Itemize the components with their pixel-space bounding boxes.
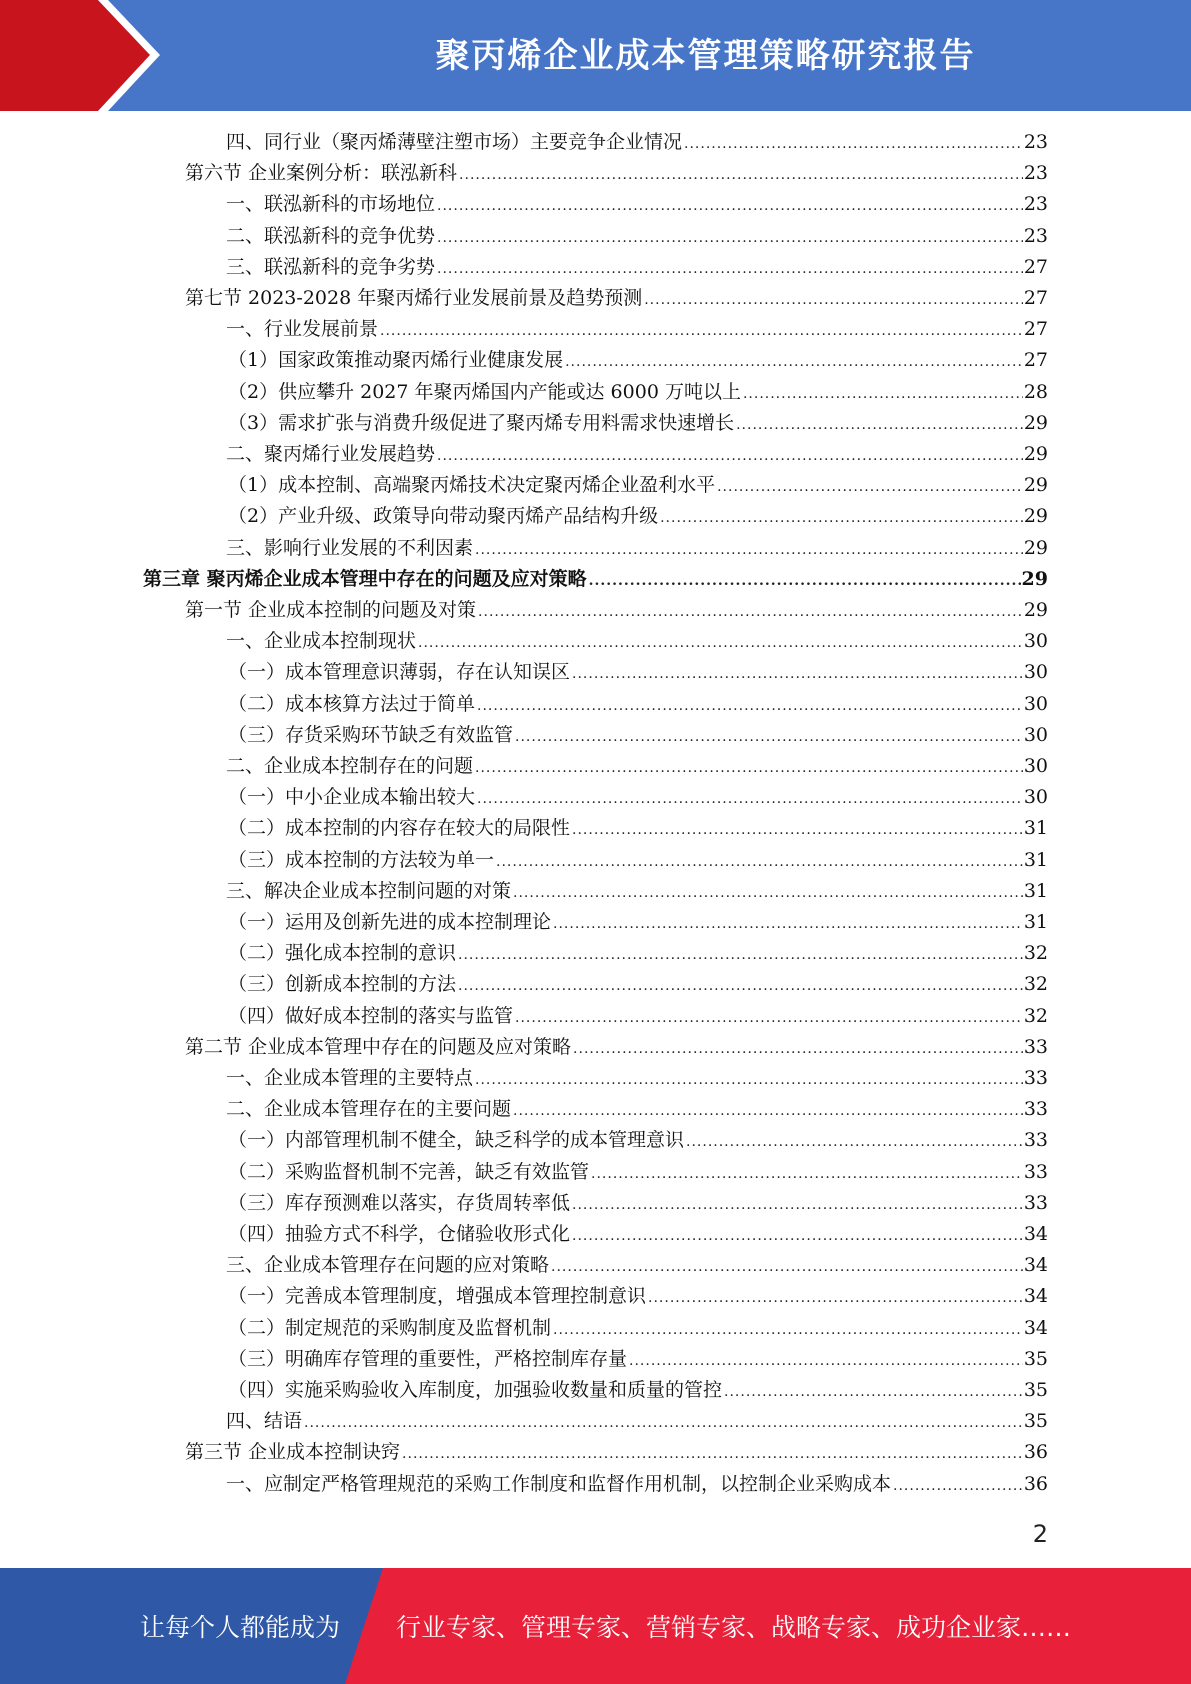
toc-entry[interactable] — [228, 345, 1048, 376]
toc-entry-label: （二）采购监督机制不完善，缺乏有效监管 — [228, 1160, 590, 1183]
toc-entry-label: （1）国家政策推动聚丙烯行业健康发展 — [228, 349, 564, 372]
toc-entry-label: 第七节 2023-2028 年聚丙烯行业发展前景及趋势预测 — [185, 287, 643, 309]
toc-dot-leader — [496, 847, 1023, 878]
toc-entry-page: 36 — [1023, 1441, 1048, 1464]
toc-dot-leader — [660, 503, 1023, 534]
toc-dot-leader — [402, 1439, 1023, 1470]
toc-entry[interactable] — [226, 1094, 1048, 1125]
toc-entry[interactable] — [226, 1250, 1048, 1281]
toc-entry[interactable] — [226, 252, 1048, 283]
toc-entry-label: 一、企业成本管理的主要特点 — [226, 1067, 474, 1089]
toc-entry-label: 第二节 企业成本管理中存在的问题及应对策略 — [185, 1035, 572, 1058]
toc-entry-page: 27 — [1023, 287, 1048, 309]
toc-entry[interactable] — [226, 439, 1048, 470]
page-header — [0, 0, 1191, 111]
toc-entry[interactable] — [228, 1125, 1048, 1156]
toc-entry-page: 34 — [1023, 1285, 1048, 1308]
toc-entry-page: 23 — [1023, 193, 1048, 216]
toc-entry-label: （一）成本管理意识薄弱，存在认知误区 — [228, 661, 571, 684]
toc-dot-leader — [478, 597, 1023, 628]
toc-dot-leader — [513, 1096, 1023, 1127]
toc-dot-leader — [475, 1065, 1023, 1096]
toc-entry-page: 35 — [1023, 1379, 1048, 1401]
toc-entry[interactable] — [226, 1469, 1048, 1500]
toc-entry[interactable] — [228, 938, 1048, 969]
toc-entry[interactable] — [228, 1281, 1048, 1312]
toc-entry-page: 31 — [1023, 879, 1048, 902]
toc-entry-label: （二）强化成本控制的意识 — [228, 942, 457, 965]
toc-entry-label: 第一节 企业成本控制的问题及对策 — [185, 599, 477, 621]
toc-dot-leader — [515, 1003, 1023, 1034]
toc-entry-page: 31 — [1023, 848, 1048, 871]
toc-entry[interactable] — [226, 221, 1048, 252]
toc-entry-label: 三、企业成本管理存在问题的应对策略 — [226, 1254, 550, 1277]
toc-entry-page: 30 — [1023, 723, 1048, 746]
toc-entry-label: （2）产业升级、政策导向带动聚丙烯产品结构升级 — [228, 505, 659, 528]
toc-entry-page: 30 — [1023, 661, 1048, 684]
toc-dot-leader — [553, 1315, 1023, 1346]
toc-entry-label: （1）成本控制、高端聚丙烯技术决定聚丙烯企业盈利水平 — [228, 474, 716, 497]
toc-entry-page: 33 — [1023, 1129, 1048, 1152]
toc-entry[interactable] — [228, 689, 1048, 720]
toc-entry-page: 35 — [1023, 1347, 1048, 1370]
toc-entry[interactable] — [228, 470, 1048, 501]
toc-dot-leader — [684, 129, 1023, 160]
toc-entry-page: 23 — [1023, 224, 1048, 247]
toc-entry-label: 第三章 聚丙烯企业成本管理中存在的问题及应对策略 — [143, 567, 587, 590]
toc-dot-leader — [477, 691, 1023, 722]
toc-entry[interactable] — [226, 1406, 1048, 1437]
toc-entry-page: 32 — [1023, 1004, 1048, 1027]
toc-dot-leader — [477, 784, 1023, 815]
toc-entry-label: 三、联泓新科的竞争劣势 — [226, 255, 436, 278]
toc-dot-leader — [573, 1034, 1023, 1065]
toc-entry[interactable] — [185, 158, 1048, 189]
page-number: 2 — [1032, 1520, 1048, 1548]
toc-entry[interactable] — [228, 720, 1048, 751]
toc-entry[interactable] — [228, 1375, 1048, 1406]
toc-entry[interactable] — [185, 595, 1048, 626]
toc-entry[interactable] — [226, 314, 1048, 345]
toc-entry-label: 二、企业成本管理存在的主要问题 — [226, 1098, 512, 1121]
toc-entry-label: （一）中小企业成本输出较大 — [228, 786, 476, 809]
toc-entry[interactable] — [228, 845, 1048, 876]
toc-entry-label: （三）明确库存管理的重要性，严格控制库存量 — [228, 1347, 628, 1370]
toc-dot-leader — [629, 1346, 1023, 1377]
toc-entry[interactable] — [185, 1032, 1048, 1063]
toc-dot-leader — [437, 441, 1023, 472]
toc-entry-page: 23 — [1023, 162, 1048, 185]
toc-entry-page: 30 — [1023, 755, 1048, 777]
toc-entry[interactable] — [228, 969, 1048, 1000]
toc-entry-page: 29 — [1023, 599, 1048, 621]
toc-dot-leader — [553, 909, 1023, 940]
toc-entry[interactable] — [226, 626, 1048, 657]
toc-dot-leader — [475, 535, 1023, 566]
toc-entry-page: 33 — [1023, 1160, 1048, 1183]
toc-entry-page: 32 — [1023, 942, 1048, 965]
toc-entry[interactable] — [185, 283, 1048, 314]
toc-entry-page: 30 — [1023, 630, 1048, 653]
toc-entry[interactable] — [228, 377, 1048, 408]
toc-entry-page: 29 — [1023, 536, 1048, 559]
footer-slogan-left: 让每个人都能成为 — [140, 1613, 341, 1642]
toc-entry-label: 一、行业发展前景 — [226, 318, 379, 341]
red-chevron-icon — [0, 0, 160, 111]
toc-entry[interactable] — [228, 1157, 1048, 1188]
toc-entry-label: 第三节 企业成本控制诀窍 — [185, 1441, 401, 1464]
toc-entry-label: （三）创新成本控制的方法 — [228, 973, 457, 996]
toc-entry-page: 33 — [1023, 1035, 1048, 1058]
toc-entry-page: 31 — [1023, 911, 1048, 933]
toc-entry-label: 第六节 企业案例分析：联泓新科 — [185, 162, 458, 185]
toc-entry[interactable] — [228, 907, 1048, 938]
toc-dot-leader — [572, 1190, 1023, 1221]
toc-dot-leader — [591, 1159, 1023, 1190]
toc-entry-label: （2）供应攀升 2027 年聚丙烯国内产能或达 6000 万吨以上 — [228, 380, 741, 403]
toc-dot-leader — [736, 410, 1023, 441]
toc-entry[interactable] — [228, 1001, 1048, 1032]
toc-entry-page: 34 — [1023, 1223, 1048, 1245]
toc-entry-page: 30 — [1023, 692, 1048, 715]
toc-entry-page: 34 — [1023, 1254, 1048, 1277]
toc-dot-leader — [437, 223, 1023, 254]
toc-dot-leader — [475, 753, 1023, 784]
toc-dot-leader — [458, 940, 1023, 971]
toc-entry-label: （四）抽验方式不科学，仓储验收形式化 — [228, 1223, 571, 1245]
toc-dot-leader — [459, 160, 1023, 191]
toc-entry[interactable] — [226, 876, 1048, 907]
toc-dot-leader — [437, 254, 1023, 285]
toc-entry[interactable] — [226, 751, 1048, 782]
toc-entry[interactable] — [228, 501, 1048, 532]
toc-dot-leader — [565, 347, 1023, 378]
toc-entry-label: 二、联泓新科的竞争优势 — [226, 224, 436, 247]
toc-entry-label: 二、企业成本控制存在的问题 — [226, 755, 474, 777]
toc-dot-leader — [572, 815, 1023, 846]
page-footer — [0, 1568, 1191, 1684]
toc-entry[interactable] — [228, 1219, 1048, 1250]
footer-slogan-right: 行业专家、管理专家、营销专家、战略专家、成功企业家…… — [396, 1613, 1072, 1642]
toc-entry[interactable] — [228, 782, 1048, 813]
toc-entry-label: 四、同行业（聚丙烯薄壁注塑市场）主要竞争企业情况 — [226, 131, 683, 153]
toc-dot-leader — [513, 878, 1023, 909]
toc-dot-leader — [418, 628, 1023, 659]
toc-entry-label: （四）做好成本控制的落实与监管 — [228, 1004, 514, 1027]
toc-entry-label: 三、解决企业成本控制问题的对策 — [226, 879, 512, 902]
toc-entry[interactable] — [228, 1344, 1048, 1375]
toc-dot-leader — [515, 722, 1023, 753]
toc-entry-label: （二）制定规范的采购制度及监督机制 — [228, 1316, 552, 1339]
toc-entry-label: （四）实施采购验收入库制度，加强验收数量和质量的管控 — [228, 1379, 723, 1401]
toc-dot-leader — [380, 316, 1023, 347]
toc-entry-label: （一）内部管理机制不健全，缺乏科学的成本管理意识 — [228, 1129, 685, 1152]
toc-dot-leader — [686, 1127, 1023, 1158]
toc-entry[interactable] — [228, 408, 1048, 439]
toc-entry-label: （二）成本核算方法过于简单 — [228, 692, 476, 715]
toc-dot-leader — [589, 566, 1021, 597]
toc-entry-page: 29 — [1021, 567, 1048, 590]
toc-entry-label: （二）成本控制的内容存在较大的局限性 — [228, 817, 571, 840]
toc-entry-label: 一、企业成本控制现状 — [226, 630, 417, 653]
toc-dot-leader — [724, 1377, 1023, 1408]
toc-entry-page: 33 — [1023, 1191, 1048, 1214]
toc-entry-label: 四、结语 — [226, 1410, 303, 1433]
toc-entry-label: （三）成本控制的方法较为单一 — [228, 848, 495, 871]
toc-dot-leader — [551, 1252, 1023, 1283]
toc-entry[interactable] — [228, 657, 1048, 688]
toc-dot-leader — [437, 191, 1023, 222]
toc-dot-leader — [572, 1221, 1023, 1252]
toc-entry[interactable] — [226, 127, 1048, 158]
toc-entry-label: （一）完善成本管理制度，增强成本管理控制意识 — [228, 1285, 647, 1308]
toc-entry-label: （3）需求扩张与消费升级促进了聚丙烯专用料需求快速增长 — [228, 411, 735, 434]
toc-entry-page: 34 — [1023, 1316, 1048, 1339]
toc-dot-leader — [717, 472, 1023, 503]
report-title: 聚丙烯企业成本管理策略研究报告 — [435, 36, 976, 76]
toc-entry-label: （三）存货采购环节缺乏有效监管 — [228, 723, 514, 746]
toc-entry[interactable] — [228, 1313, 1048, 1344]
toc-dot-leader — [458, 971, 1023, 1002]
toc-entry[interactable] — [228, 813, 1048, 844]
toc-entry[interactable] — [226, 533, 1048, 564]
toc-dot-leader — [743, 379, 1023, 410]
toc-entry-page: 33 — [1023, 1098, 1048, 1121]
toc-entry-page: 31 — [1023, 817, 1048, 840]
toc-entry-label: 二、聚丙烯行业发展趋势 — [226, 443, 436, 465]
toc-entry-label: 一、联泓新科的市场地位 — [226, 193, 436, 216]
toc-entry-page: 30 — [1023, 786, 1048, 809]
toc-entry[interactable] — [185, 1437, 1048, 1468]
toc-entry-page: 29 — [1023, 411, 1048, 434]
toc-entry-page: 23 — [1023, 131, 1048, 153]
toc-entry[interactable] — [228, 1188, 1048, 1219]
toc-entry-page: 27 — [1023, 255, 1048, 278]
toc-entry[interactable] — [143, 564, 1048, 595]
toc-entry-page: 27 — [1023, 349, 1048, 372]
toc-entry-page: 32 — [1023, 973, 1048, 996]
toc-entry-page: 35 — [1023, 1410, 1048, 1433]
toc-entry-page: 29 — [1023, 443, 1048, 465]
toc-entry-page: 28 — [1023, 380, 1048, 403]
toc-dot-leader — [572, 659, 1023, 690]
toc-entry-page: 33 — [1023, 1067, 1048, 1089]
toc-entry-page: 29 — [1023, 505, 1048, 528]
toc-entry-page: 27 — [1023, 318, 1048, 341]
toc-dot-leader — [893, 1471, 1023, 1502]
toc-entry-label: （三）库存预测难以落实，存货周转率低 — [228, 1191, 571, 1214]
toc-entry-page: 29 — [1023, 474, 1048, 497]
toc-entry-label: 一、应制定严格管理规范的采购工作制度和监督作用机制，以控制企业采购成本 — [226, 1472, 892, 1495]
toc-entry-label: 三、影响行业发展的不利因素 — [226, 536, 474, 559]
toc-entry-label: （一）运用及创新先进的成本控制理论 — [228, 911, 552, 933]
toc-entry-page: 36 — [1023, 1472, 1048, 1495]
toc-entry[interactable] — [226, 1063, 1048, 1094]
toc-entry[interactable] — [226, 189, 1048, 220]
toc-dot-leader — [304, 1408, 1023, 1439]
toc-dot-leader — [648, 1283, 1023, 1314]
toc-dot-leader — [644, 285, 1023, 316]
